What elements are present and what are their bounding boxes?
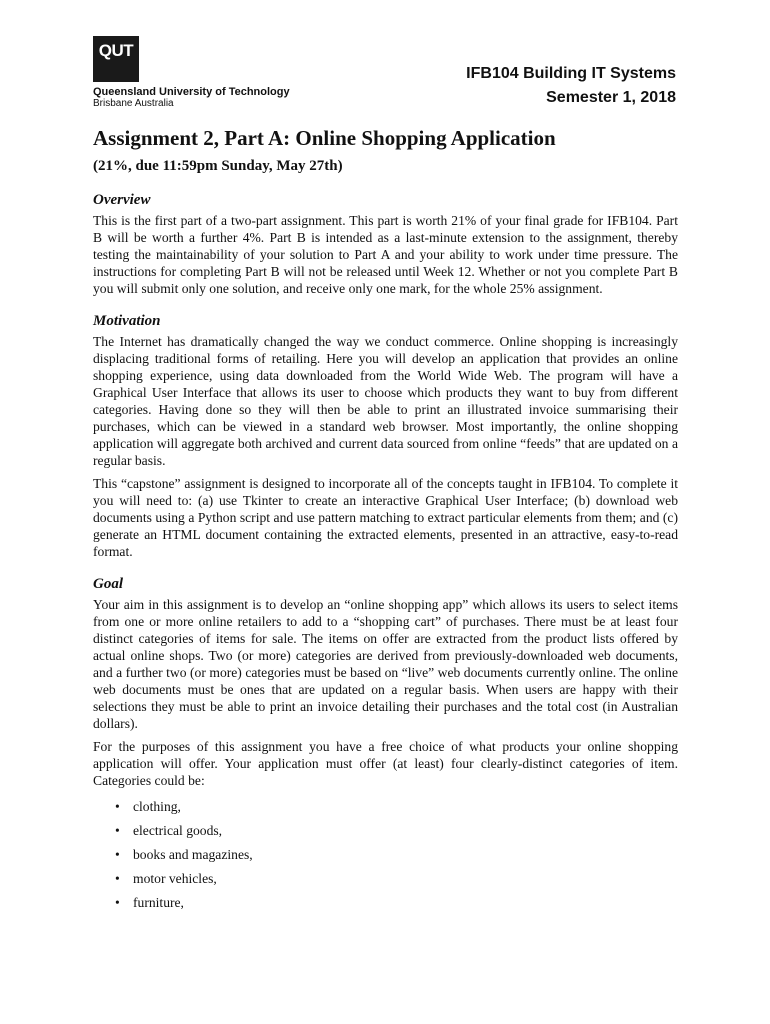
overview-paragraph: This is the first part of a two-part assignment. This part is worth 21% of your final grade for IFB104. Part B will be worth a further 4%. Part B is intended as a last-minute extension to the assignment, thereby testing the maintainability of your solution to Part A and your ability to work under time pressure. The instructions for completing Part B will not be released until Week 12. Whether or not you complete Part B you will submit only one solution, and receive only one mark, for the whole 25% assignment. [93, 213, 678, 296]
goal-paragraph-1: Your aim in this assignment is to develop an “online shopping app” which allows its users to select items from one or more online retailers to add to a “shopping cart” of purchases. There must be at least four distinct categories of items for sale. The items on offer are extracted from the product lists offered by actual online shops. Two (or more) categories are derived from previously-downloaded web documents, and a further two (or more) categories must be based on “live” web documents currently online. The online web documents must be ones that are updated on a regular basis. When users are happy with their selections they must be able to print an invoice detailing their purchases and the total cost (in Australian dollars). [93, 597, 678, 731]
motivation-paragraph-1: The Internet has dramatically changed the way we conduct commerce. Online shopping is increasingly displacing traditional forms of retailing. Here you will develop an application that provides an online shopping experience, using data downloaded from the World Wide Web. The program will have a Graphical User Interface that allows its user to choose which products they want to buy from different categories. Having done so they will then be able to print an illustrated invoice summarising their purchases, which can be viewed in a standard web browser. Most importantly, the online shopping application will aggregate both archived and current data sourced from online “feeds” that are updated on a regular basis. [93, 334, 678, 468]
category-list [93, 795, 678, 915]
course-title: IFB104 Building IT Systems [466, 65, 676, 82]
list-item: • furniture, [115, 891, 678, 915]
qut-logo-mark: QUT [93, 36, 139, 82]
semester-label: Semester 1, 2018 [546, 89, 676, 106]
bullet-icon: • [115, 799, 120, 814]
list-item: • books and magazines, [115, 843, 678, 867]
bullet-icon: • [115, 823, 120, 838]
list-item: • clothing, [115, 795, 678, 819]
page-subtitle: (21%, due 11:59pm Sunday, May 27th) [93, 158, 343, 174]
motivation-paragraph-2: This “capstone” assignment is designed to incorporate all of the concepts taught in IFB104. To complete it you will need to: (a) use Tkinter to create an interactive Graphical User Interface; (b) download web documents using a Python script and use pattern matching to extract particular elements from them; and (c) generate an HTML document containing the extracted elements, presented in an attractive, easy-to-read format. [93, 476, 678, 559]
document-body [93, 124, 678, 915]
bullet-icon: • [115, 847, 120, 862]
bullet-icon: • [115, 895, 120, 910]
overview-heading: Overview [93, 192, 151, 208]
qut-logo [93, 36, 290, 109]
list-item: • electrical goods, [115, 819, 678, 843]
page-title: Assignment 2, Part A: Online Shopping Application [93, 126, 556, 150]
university-name: Queensland University of Technology [93, 86, 290, 98]
university-location: Brisbane Australia [93, 98, 174, 109]
goal-paragraph-2: For the purposes of this assignment you have a free choice of what products your online shopping application will offer. Your application must offer (at least) four clearly-distinct categories of item. Categories could be: [93, 739, 678, 788]
goal-heading: Goal [93, 576, 123, 592]
course-header [466, 62, 676, 110]
motivation-heading: Motivation [93, 313, 161, 329]
bullet-icon: • [115, 871, 120, 886]
list-item: • motor vehicles, [115, 867, 678, 891]
